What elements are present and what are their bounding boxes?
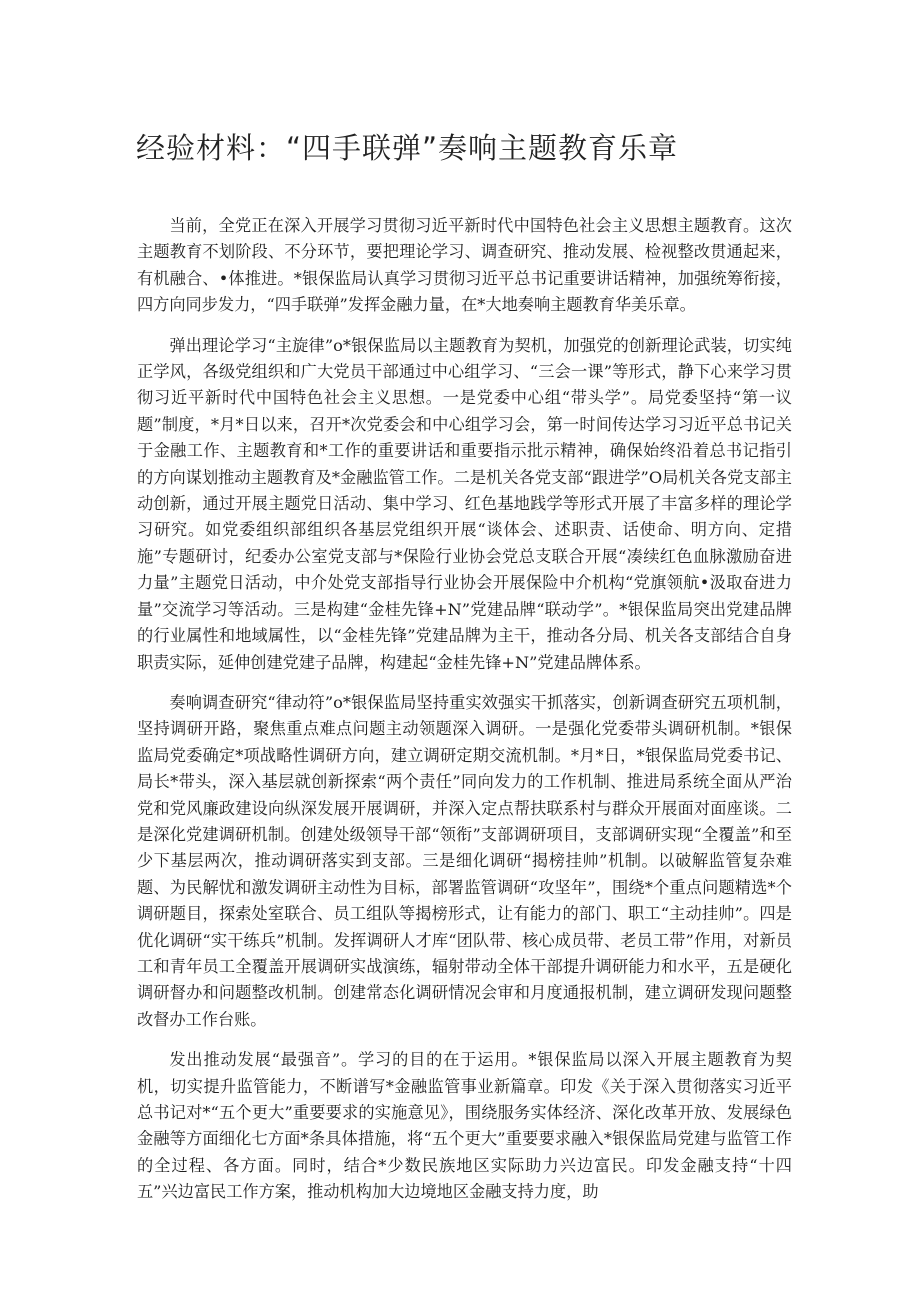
- paragraph-development: 发出推动发展“最强音”。学习的目的在于运用。*银保监局以深入开展主题教育为契机，切实提升监管能力，不断谱写*金融监管事业新篇章。印发《关于深入贯彻落实习近平总书记对*“五个更大”重要要求的实施意见》，围绕服务实体经济、深化改革开放、发展绿色金融等方面细化七方面*条具体措施，将“五个更大”重要要求融入*银保监局党建与监管工作的全过程、各方面。同时，结合*少数民族地区实际助力兴边富民。印发金融支持“十四五”兴边富民工作方案，推动机构加大边境地区金融支持力度，助: [137, 1050, 792, 1202]
- paragraph-theory-study: 弹出理论学习“主旋律”o*银保监局以主题教育为契机，加强党的创新理论武装，切实纯正学风，各级党组织和广大党员干部通过中心组学习、“三会一课”等形式，静下心来学习贯彻习近平新时代中国特色社会主义思想。一是党委中心组“带头学”。局党委坚持“第一议题”制度，*月*日以来，召开*次党委会和中心组学习会，第一时间传达学习习近平总书记关于金融工作、主题教育和*工作的重要讲话和重要指示批示精神，确保始终沿着总书记指引的方向谋划推动主题教育及*金融监管工作。二是机关各党支部“跟进学”O局机关各党支部主动创新，通过开展主题党日活动、集中学习、红色基地践学等形式开展了丰富多样的理论学习研究。如党委组织部组织各基层党组织开展“谈体会、述职责、话使命、明方向、定措施”专题研讨，纪委办公室党支部与*保险行业协会党总支联合开展“凑续红色血脉激励奋进力量”主题党日活动，中介处党支部指导行业协会开展保险中介机构“党旗领航•汲取奋进力量”交流学习等活动。三是构建“金桂先锋+N”党建品牌“联动学”。*银保监局突出党建品牌的行业属性和地域属性，以“金桂先锋”党建品牌为主干，推动各分局、机关各支部结合自身职责实际，延伸创建党建子品牌，构建起“金桂先锋+N”党建品牌体系。: [137, 335, 792, 672]
- document-body: [137, 213, 792, 1220]
- document-title: 经验材料：“四手联弹”奏响主题教育乐章: [136, 131, 679, 165]
- paragraph-intro: 当前，全党正在深入开展学习贯彻习近平新时代中国特色社会主义思想主题教育。这次主题教育不划阶段、不分环节，要把理论学习、调查研究、推动发展、检视整改贯通起来，有机融合、•体推进。*银保监局认真学习贯彻习近平总书记重要讲话精神，加强统筹衔接，四方向同步发力，“四手联弹”发挥金融力量，在*大地奏响主题教育华美乐章。: [137, 216, 792, 315]
- paragraph-research: 奏响调查研究“律动符”o*银保监局坚持重实效强实干抓落实，创新调查研究五项机制，坚持调研开路，聚焦重点难点问题主动领题深入调研。一是强化党委带头调研机制。*银保监局党委确定*项战略性调研方向，建立调研定期交流机制。*月*日，*银保监局党委书记、局长*带头，深入基层就创新探索“两个责任”同向发力的工作机制、推进局系统全面从严治党和党风廉政建设向纵深发展开展调研，并深入定点帮扶联系村与群众开展面对面座谈。二是深化党建调研机制。创建处级领导干部“领衔”支部调研项目，支部调研实现“全覆盖”和至少下基层两次，推动调研落实到支部。三是细化调研“揭榜挂帅”机制。以破解监管复杂难题、为民解忧和激发调研主动性为目标，部署监管调研“攻坚年”，围绕*个重点问题精选*个调研题目，探索处室联合、员工组队等揭榜形式，让有能力的部门、职工“主动挂帅”。四是优化调研“实干练兵”机制。发挥调研人才库“团队带、核心成员带、老员工带”作用，对新员工和青年员工全覆盖开展调研实战演练，辐射带动全体干部提升调研能力和水平，五是硬化调研督办和问题整改机制。创建常态化调研情况会审和月度通报机制，建立调研发现问题整改督办工作台账。: [137, 692, 792, 1029]
